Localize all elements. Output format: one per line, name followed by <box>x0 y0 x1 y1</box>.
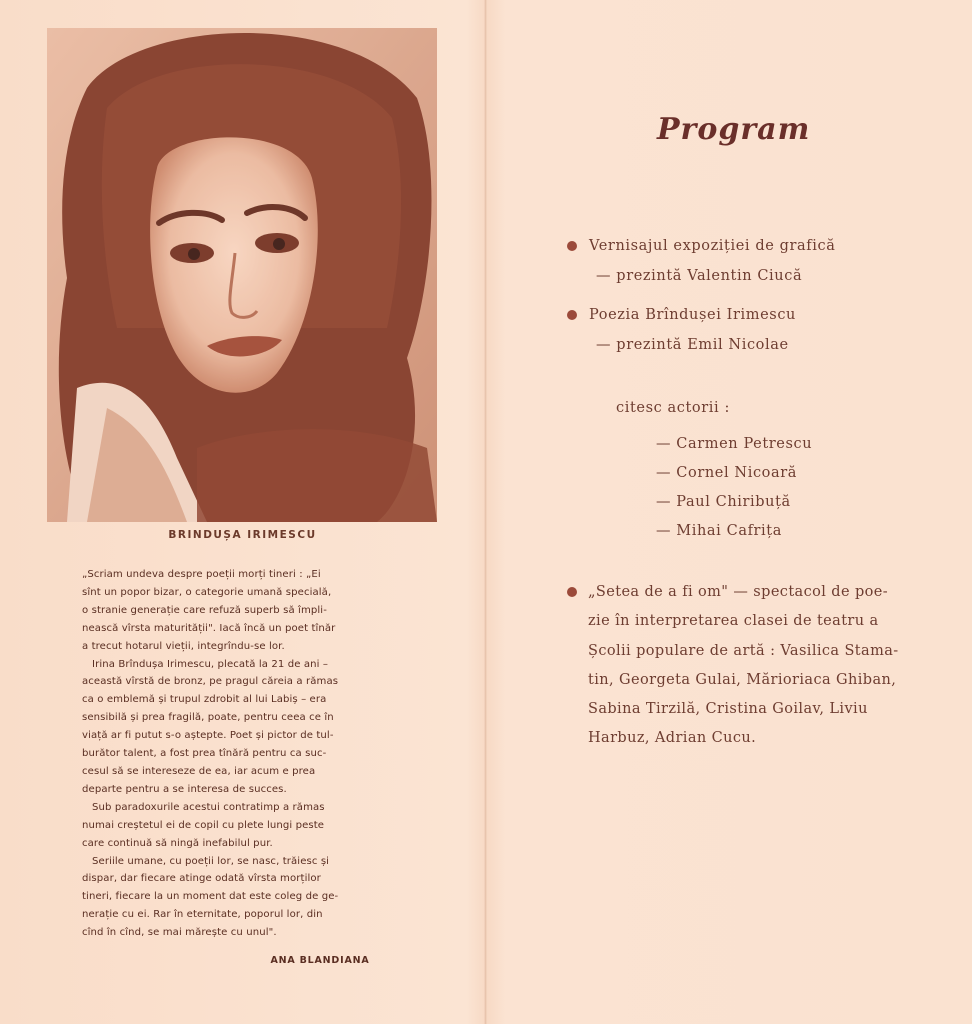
essay-line: nerație cu ei. Rar în eternitate, poporul lor, din <box>82 909 323 921</box>
essay-line: această vîrstă de bronz, pe pragul căreia a rămas <box>82 676 339 688</box>
readers-label: citesc actorii : <box>616 400 730 416</box>
program-item-1-title: Vernisajul expoziției de grafică <box>589 238 836 254</box>
program-item-3-line: Sabina Tirzilă, Cristina Goilav, Liviu <box>588 701 868 718</box>
program-item-3-line: tin, Georgeta Gulai, Mărioriaca Ghiban, <box>588 671 897 688</box>
essay-line: sensibilă și prea fragilă, poate, pentru ceea ce în <box>82 712 334 724</box>
essay-line: care continuă să ningă inefabilul pur. <box>82 837 273 849</box>
essay-text <box>82 566 416 942</box>
program-item-3-line: Școlii populare de artă : Vasilica Stama- <box>588 642 899 659</box>
essay-line: dispar, dar fiecare atinge odată vîrsta morților <box>82 873 321 885</box>
essay-line: numai creștetul ei de copil cu plete lungi peste <box>82 819 325 831</box>
essay-line: o stranie generație care refuză superb să împli- <box>82 604 327 616</box>
program-item-3 <box>588 578 928 754</box>
page-fold <box>484 0 487 1024</box>
essay-line: cînd în cînd, se mai mărește cu unul". <box>82 927 277 939</box>
program-item-3-line: „Setea de a fi om" — spectacol de poe- <box>588 584 889 600</box>
essay-line: nească vîrsta maturității". Iacă încă un poet tînăr <box>82 622 336 634</box>
essay-line: „Scriam undeva despre poeții morți tineri : „Ei <box>82 569 321 580</box>
bullet-icon <box>567 587 577 597</box>
reader-item: — Carmen Petrescu <box>656 436 813 452</box>
bullet-icon <box>567 310 577 320</box>
program-title: Program <box>657 112 811 147</box>
program-item-3-line: Harbuz, Adrian Cucu. <box>588 730 757 747</box>
essay-line: Irina Brîndușa Irimescu, plecată la 21 de ani – <box>92 658 328 670</box>
essay-author: ANA BLANDIANA <box>270 955 370 966</box>
essay-line: viață ar fi putut s-o aștepte. Poet și pictor de tul- <box>82 730 334 742</box>
reader-item: — Cornel Nicoară <box>656 465 798 481</box>
program-item-1-presenter: — prezintă Valentin Ciucă <box>596 268 803 284</box>
essay-line: Seriile umane, cu poeții lor, se nasc, trăiesc și <box>92 855 330 867</box>
essay-line: Sub paradoxurile acestui contratimp a rămas <box>92 801 325 813</box>
reader-item: — Mihai Cafrița <box>656 523 782 539</box>
essay-line: sînt un popor bizar, o categorie umană specială, <box>82 586 332 598</box>
program-item-3-line: zie în interpretarea clasei de teatru a <box>588 613 879 630</box>
essay-line: tineri, fiecare la un moment dat este coleg de ge- <box>82 891 339 903</box>
bullet-icon <box>567 241 577 251</box>
portrait-photo <box>47 28 437 522</box>
essay-line: a trecut hotarul vieții, integrîndu-se lor. <box>82 640 285 652</box>
essay-line: burător talent, a fost prea tînără pentru ca suc- <box>82 748 327 760</box>
essay-line: cesul să se intereseze de ea, iar acum e prea <box>82 765 316 777</box>
essay-line: departe pentru a se interesa de succes. <box>82 783 287 795</box>
program-item-2-presenter: — prezintă Emil Nicolae <box>596 337 789 353</box>
essay-line: ca o emblemă și trupul zdrobit al lui Labiș – era <box>82 694 327 706</box>
program-item-2-title: Poezia Brîndușei Irimescu <box>589 307 796 323</box>
photo-caption: BRINDUȘA IRIMESCU <box>168 529 317 541</box>
reader-item: — Paul Chiribuță <box>656 494 791 510</box>
